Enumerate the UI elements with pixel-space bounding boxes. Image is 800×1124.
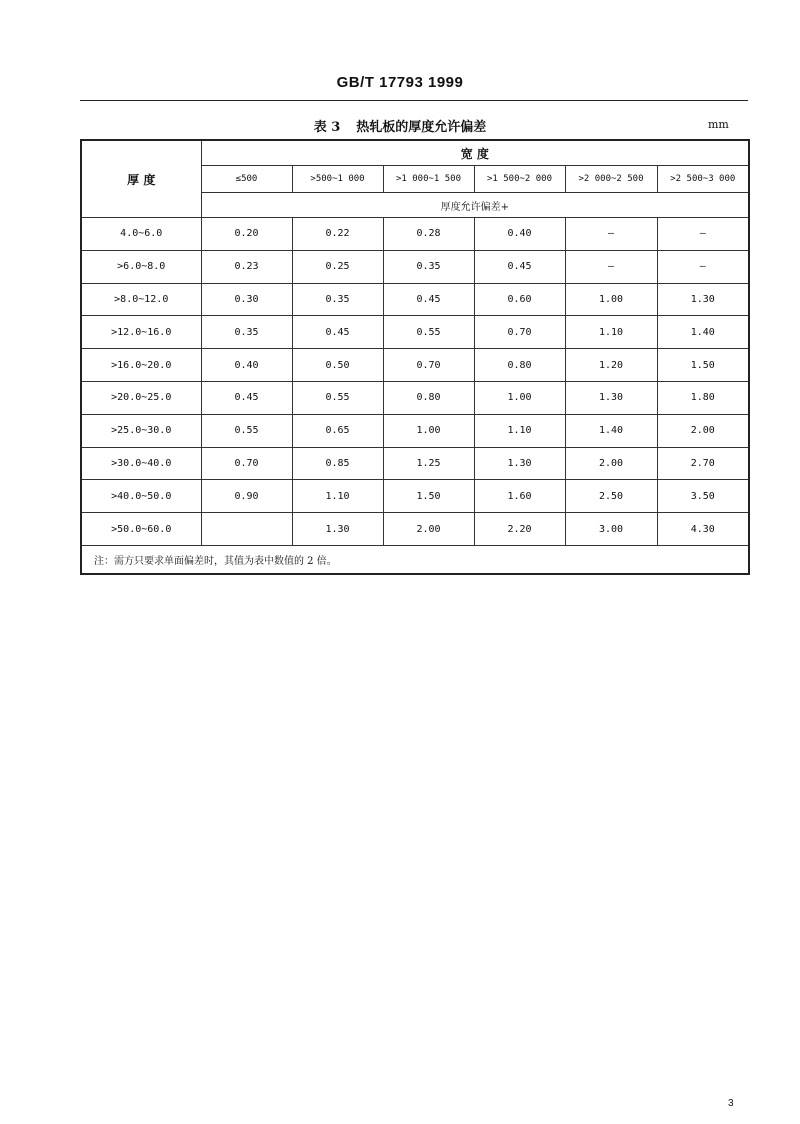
tolerance-cell: — <box>565 250 657 283</box>
tolerance-cell: 2.50 <box>565 480 657 513</box>
table-row <box>81 250 749 283</box>
width-col-header: ≤500 <box>201 166 292 193</box>
tolerance-cell: 1.50 <box>383 480 474 513</box>
tolerance-cell: 2.00 <box>383 513 474 546</box>
tolerance-cell: 0.90 <box>201 480 292 513</box>
tolerance-cell: 1.00 <box>565 283 657 316</box>
tolerance-cell: 2.20 <box>474 513 565 546</box>
table-row <box>81 414 749 447</box>
tolerance-cell: 0.23 <box>201 250 292 283</box>
width-col-header: >2 000~2 500 <box>565 166 657 193</box>
header-rule <box>80 100 748 101</box>
tolerance-cell: 2.00 <box>565 447 657 480</box>
thickness-cell: >16.0~20.0 <box>81 349 201 382</box>
tolerance-cell: 4.30 <box>657 513 749 546</box>
thickness-cell: >30.0~40.0 <box>81 447 201 480</box>
tolerance-cell: 0.35 <box>383 250 474 283</box>
tolerance-cell: 0.45 <box>292 316 383 349</box>
table-number: 表 3 <box>313 120 341 135</box>
tolerance-cell: — <box>657 218 749 251</box>
thickness-header: 厚 度 <box>81 140 201 218</box>
table-row <box>81 513 749 546</box>
tolerance-cell: 0.40 <box>474 218 565 251</box>
tolerance-cell: 1.50 <box>657 349 749 382</box>
tolerance-cell: 0.55 <box>383 316 474 349</box>
page-number: 3 <box>728 1098 734 1109</box>
tolerance-cell: 1.40 <box>657 316 749 349</box>
tolerance-cell: 1.10 <box>292 480 383 513</box>
tolerance-cell: — <box>565 218 657 251</box>
tolerance-cell: 1.25 <box>383 447 474 480</box>
tolerance-cell: 2.70 <box>657 447 749 480</box>
thickness-cell: >8.0~12.0 <box>81 283 201 316</box>
tolerance-cell: 0.35 <box>201 316 292 349</box>
tolerance-cell: 0.70 <box>474 316 565 349</box>
tolerance-cell: 0.35 <box>292 283 383 316</box>
note-row <box>81 545 749 574</box>
tolerance-cell: 1.30 <box>474 447 565 480</box>
width-col-header: >2 500~3 000 <box>657 166 749 193</box>
thickness-tolerance-table <box>80 139 750 575</box>
tolerance-cell: 0.70 <box>201 447 292 480</box>
tolerance-cell: 0.85 <box>292 447 383 480</box>
tolerance-cell: 0.55 <box>201 414 292 447</box>
thickness-cell: >20.0~25.0 <box>81 381 201 414</box>
unit-label: mm <box>708 118 729 131</box>
tolerance-cell: 0.80 <box>474 349 565 382</box>
width-header: 宽 度 <box>201 140 749 166</box>
thickness-cell: >50.0~60.0 <box>81 513 201 546</box>
table-row <box>81 316 749 349</box>
table-title: 热轧板的厚度允许偏差 <box>356 120 487 135</box>
tolerance-subheader: 厚度允许偏差+ <box>201 193 749 218</box>
tolerance-cell: 0.28 <box>383 218 474 251</box>
tolerance-cell: 0.30 <box>201 283 292 316</box>
header-row-width <box>81 140 749 166</box>
tolerance-cell <box>201 513 292 546</box>
tolerance-cell: 1.20 <box>565 349 657 382</box>
tolerance-cell: 0.25 <box>292 250 383 283</box>
tolerance-cell: 0.45 <box>474 250 565 283</box>
tolerance-cell: 0.40 <box>201 349 292 382</box>
thickness-cell: 4.0~6.0 <box>81 218 201 251</box>
table-row <box>81 349 749 382</box>
table-row <box>81 381 749 414</box>
table-row <box>81 480 749 513</box>
table-caption <box>0 116 800 135</box>
tolerance-cell: 0.70 <box>383 349 474 382</box>
thickness-cell: >40.0~50.0 <box>81 480 201 513</box>
tolerance-cell: 3.50 <box>657 480 749 513</box>
tolerance-cell: 1.10 <box>474 414 565 447</box>
tolerance-cell: 1.40 <box>565 414 657 447</box>
tolerance-cell: 0.45 <box>201 381 292 414</box>
tolerance-cell: 3.00 <box>565 513 657 546</box>
tolerance-cell: 1.80 <box>657 381 749 414</box>
tolerance-cell: 1.30 <box>657 283 749 316</box>
width-col-header: >1 500~2 000 <box>474 166 565 193</box>
table-row <box>81 447 749 480</box>
width-col-header: >1 000~1 500 <box>383 166 474 193</box>
table-note: 注：需方只要求单面偏差时，其值为表中数值的 2 倍。 <box>81 545 749 574</box>
tolerance-cell: 0.60 <box>474 283 565 316</box>
standard-code: GB/T 17793 1999 <box>336 74 464 91</box>
tolerance-cell: 1.60 <box>474 480 565 513</box>
width-col-header: >500~1 000 <box>292 166 383 193</box>
tolerance-cell: — <box>657 250 749 283</box>
tolerance-cell: 2.00 <box>657 414 749 447</box>
thickness-cell: >6.0~8.0 <box>81 250 201 283</box>
tolerance-cell: 1.30 <box>565 381 657 414</box>
thickness-cell: >25.0~30.0 <box>81 414 201 447</box>
tolerance-cell: 0.65 <box>292 414 383 447</box>
tolerance-cell: 0.50 <box>292 349 383 382</box>
tolerance-cell: 1.00 <box>474 381 565 414</box>
tolerance-cell: 0.55 <box>292 381 383 414</box>
table-row <box>81 218 749 251</box>
tolerance-cell: 1.30 <box>292 513 383 546</box>
tolerance-cell: 0.22 <box>292 218 383 251</box>
tolerance-cell: 0.80 <box>383 381 474 414</box>
tolerance-cell: 0.45 <box>383 283 474 316</box>
tolerance-cell: 1.00 <box>383 414 474 447</box>
thickness-cell: >12.0~16.0 <box>81 316 201 349</box>
table-row <box>81 283 749 316</box>
tolerance-cell: 1.10 <box>565 316 657 349</box>
tolerance-cell: 0.20 <box>201 218 292 251</box>
